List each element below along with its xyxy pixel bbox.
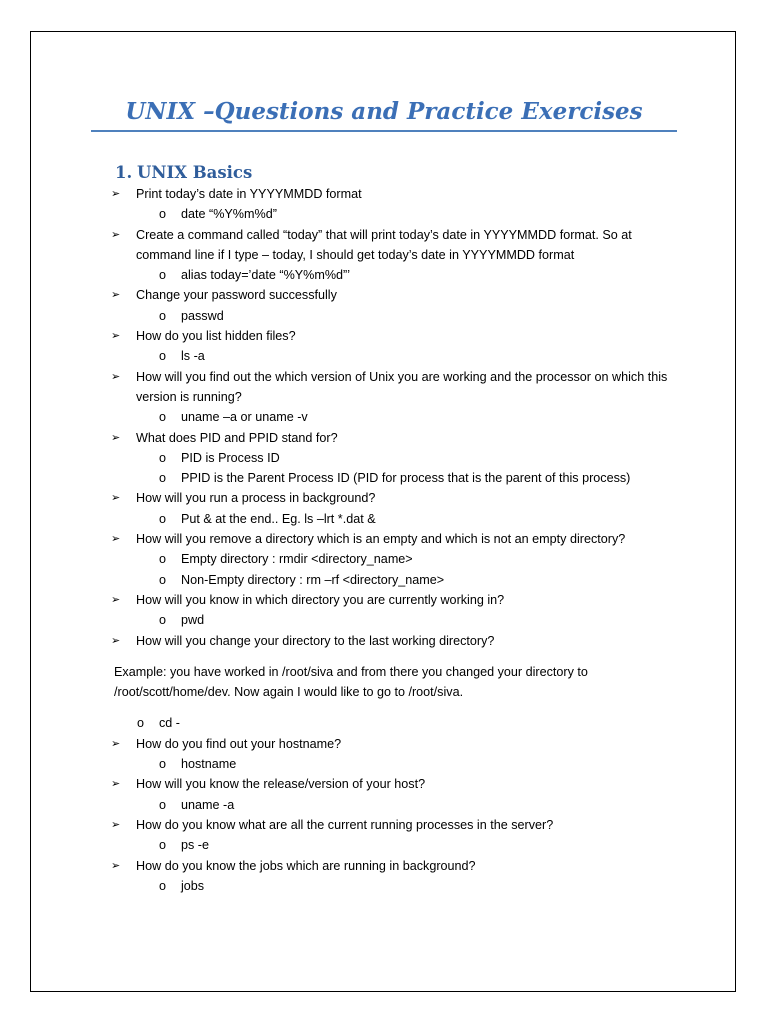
item-text: How will you run a process in background? [136,491,376,506]
item-text: passwd [181,308,224,323]
section-title: UNIX Basics [137,163,253,182]
item-text: ps -e [181,838,209,853]
question-item [31,815,737,835]
item-text: alias today=’date “%Y%m%d”’ [181,268,351,283]
arrow-bullet-icon: ➢ [111,370,121,383]
item-text: PID is Process ID [181,450,280,465]
item-text: How will you remove a directory which is an empty and which is not an empty directory? [136,532,626,547]
circle-bullet-icon: o [159,207,167,222]
item-text: How will you find out the which version of Unix you are working and the processor on which this version is running? [136,369,668,404]
circle-bullet-icon: o [159,757,167,772]
circle-bullet-icon: o [159,410,167,425]
item-text: date “%Y%m%d” [181,207,277,222]
question-item [31,184,737,204]
answer-item [31,549,737,569]
circle-bullet-icon: o [159,511,167,526]
circle-bullet-icon: o [159,349,167,364]
question-item [31,774,737,794]
circle-bullet-icon: o [159,471,167,486]
arrow-bullet-icon: ➢ [111,330,121,343]
circle-bullet-icon: o [159,268,167,283]
answer-item [31,509,737,529]
circle-bullet-icon: o [159,797,167,812]
answer-item [31,754,737,774]
question-item [31,285,737,305]
circle-bullet-icon: o [159,613,167,628]
arrow-bullet-icon: ➢ [111,431,121,444]
answer-item [31,610,737,630]
arrow-bullet-icon: ➢ [111,778,121,791]
question-list [31,184,737,896]
arrow-bullet-icon: ➢ [111,289,121,302]
item-text: Change your password successfully [136,288,337,303]
circle-bullet-icon: o [159,572,167,587]
circle-bullet-icon: o [159,308,167,323]
arrow-bullet-icon: ➢ [111,533,121,546]
item-text: cd - [159,716,180,731]
question-item [31,631,737,651]
question-item [31,734,737,754]
answer-item [31,468,737,488]
document-title: UNIX –Questions and Practice Exercises [91,94,677,132]
item-text: How do you know what are all the current running processes in the server? [136,817,554,832]
section-heading [115,162,252,184]
answer-item [31,876,737,896]
item-text: Print today’s date in YYYYMMDD format [136,187,362,201]
item-text: Empty directory : rmdir <directory_name> [181,552,413,567]
item-text: pwd [181,613,205,628]
question-item [31,488,737,508]
question-item [31,326,737,346]
answer-item [31,795,737,815]
circle-bullet-icon: o [159,450,167,465]
example-paragraph [31,662,737,703]
arrow-bullet-icon: ➢ [111,634,121,647]
item-text: How do you know the jobs which are running in background? [136,858,476,873]
answer-item [31,570,737,590]
arrow-bullet-icon: ➢ [111,737,121,750]
circle-bullet-icon: o [159,838,167,853]
circle-bullet-icon: o [159,878,167,893]
circle-bullet-icon: o [137,716,145,731]
answer-item [31,204,737,224]
question-item [31,529,737,549]
answer-item [31,346,737,366]
document-page [30,31,736,992]
item-text: How will you change your directory to the last working directory? [136,633,495,648]
answer-item [31,448,737,468]
arrow-bullet-icon: ➢ [111,188,121,200]
question-item [31,856,737,876]
item-text: Put & at the end.. Eg. ls –lrt *.dat & [181,511,376,526]
answer-item [31,713,737,733]
item-text: What does PID and PPID stand for? [136,430,338,445]
item-text: How will you know in which directory you are currently working in? [136,592,505,607]
question-item [31,428,737,448]
item-text: ls -a [181,349,205,364]
question-item [31,225,737,266]
question-item [31,367,737,408]
item-text: jobs [181,878,205,893]
item-text: How will you know the release/version of your host? [136,777,426,792]
answer-item [31,835,737,855]
answer-item [31,265,737,285]
arrow-bullet-icon: ➢ [111,593,121,606]
item-text: hostname [181,757,237,772]
answer-item [31,407,737,427]
arrow-bullet-icon: ➢ [111,818,121,831]
arrow-bullet-icon: ➢ [111,859,121,872]
arrow-bullet-icon: ➢ [111,492,121,505]
arrow-bullet-icon: ➢ [111,228,121,241]
item-text: uname –a or uname -v [181,410,308,425]
question-item [31,590,737,610]
item-text: uname -a [181,797,235,812]
item-text: Example: you have worked in /root/siva and from there you changed your directory to /root/scott/home/dev. Now again I would like to go to /root/siva. [114,664,588,700]
item-text: How do you find out your hostname? [136,736,342,751]
answer-item [31,306,737,326]
circle-bullet-icon: o [159,552,167,567]
item-text: Create a command called “today” that will print today’s date in YYYYMMDD format. So at command line if I type – today, I should get today’s date in YYYYMMDD format [136,227,632,262]
section-number: 1. [115,163,133,182]
item-text: How do you list hidden files? [136,329,296,344]
item-text: PPID is the Parent Process ID (PID for process that is the parent of this process) [181,471,631,486]
item-text: Non-Empty directory : rm –rf <directory_name> [181,572,445,587]
